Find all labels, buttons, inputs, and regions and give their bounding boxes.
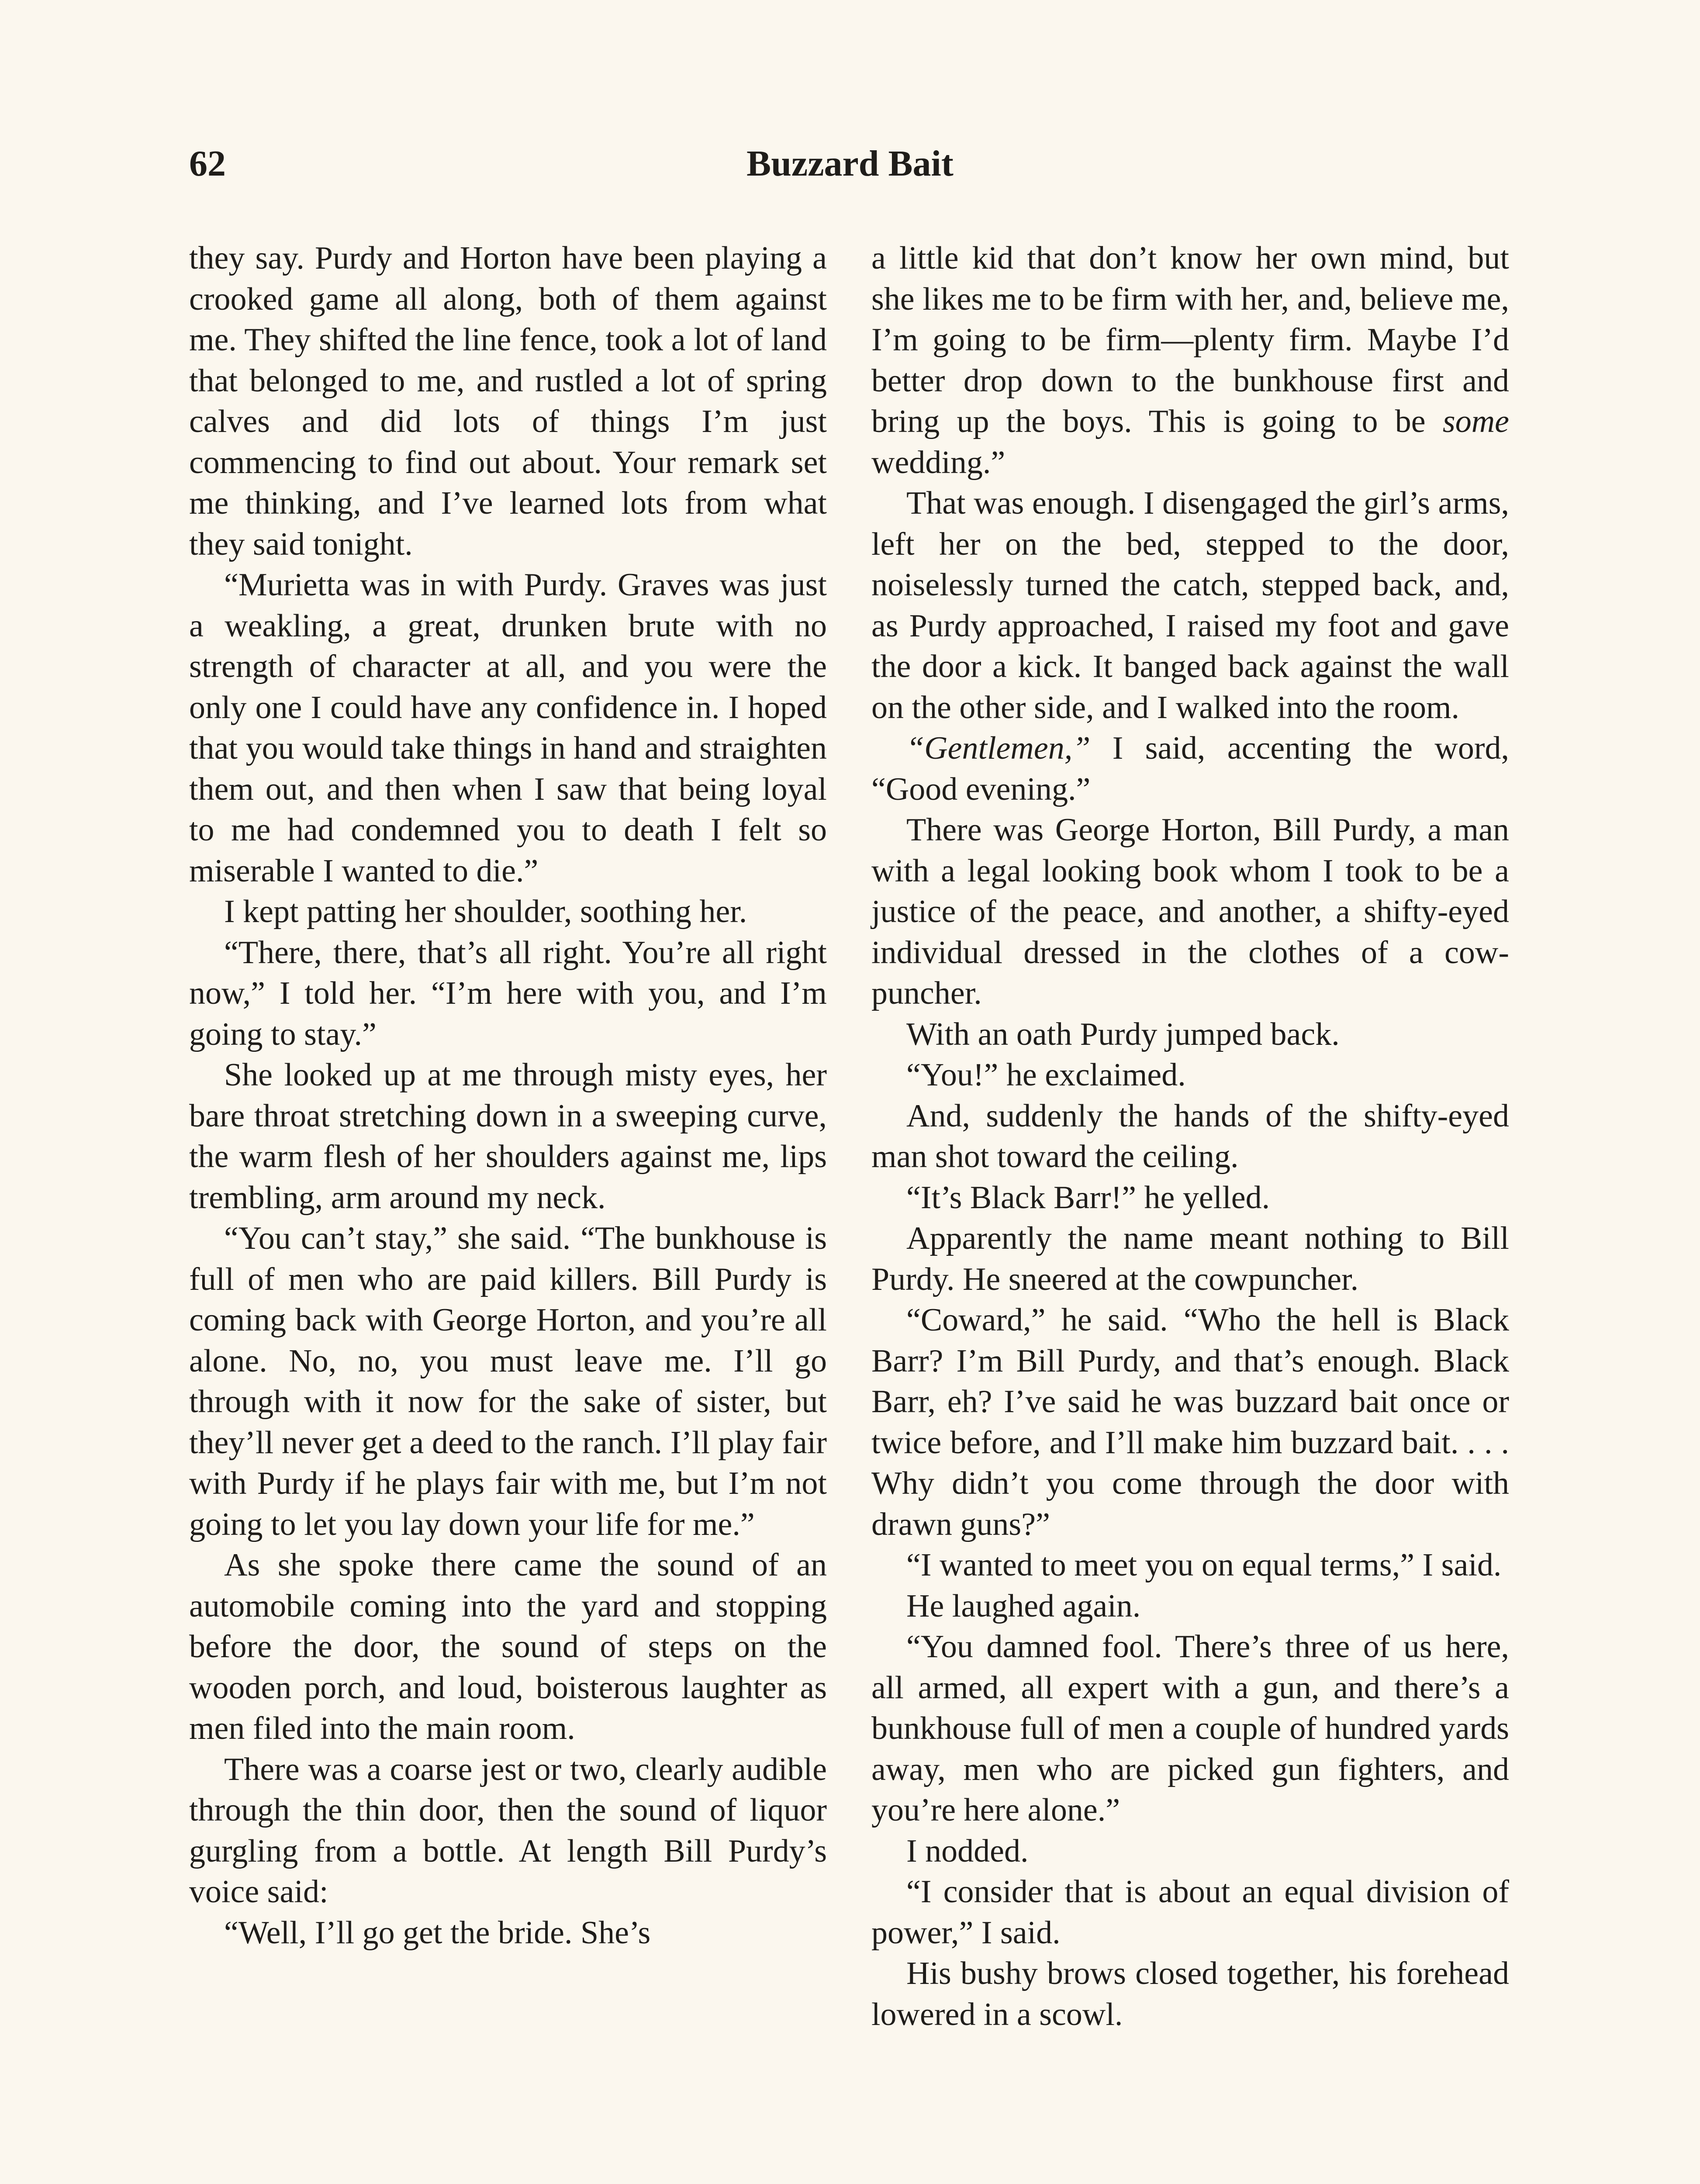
page-number: 62	[189, 143, 226, 184]
paragraph: they say. Purdy and Horton have been playing a crooked game all along, both of them against me. They shifted the line fence, took a lot of land that belonged to me, and rustled a lot of spring calves and did lots of things I’m just commencing to find out about. Your remark set me thinking, and I’ve learned lots from what they said tonight.	[189, 240, 827, 562]
paragraph: That was enough. I disengaged the girl’s arms, left her on the bed, stepped to the door, noiselessly turned the catch, stepped back, and, as Purdy approached, I raised my foot and gave the door a kick. It banged back against the wall on the other side, and I walked into the room.	[871, 485, 1509, 726]
paragraph: “There, there, that’s all right. You’re all right now,” I told her. “I’m here with you, and I’m going to stay.”	[189, 934, 827, 1052]
paragraph: And, suddenly the hands of the shifty-eyed man shot toward the ceiling.	[871, 1098, 1509, 1175]
running-head-title: Buzzard Bait	[746, 143, 954, 184]
paragraph: He laughed again.	[906, 1588, 1141, 1624]
paragraph: There was a coarse jest or two, clearly audible through the thin door, then the sound of liquor gurgling from a bottle. At length Bill Purdy’s voice said:	[189, 1751, 827, 1910]
paragraph: As she spoke there came the sound of an automobile coming into the yard and stopping before the door, the sound of steps on the wooden porch, and loud, boisterous laughter as men filed into the main room.	[189, 1547, 827, 1746]
paragraph: a little kid that don’t know her own mind, but she likes me to be firm with her, and, believe me, I’m going to be firm—plenty firm. Maybe I’d better drop down to the bunkhouse first and bring up the boys. This is going to be some wedding.”	[871, 240, 1509, 480]
paragraph: I kept patting her shoulder, soothing her.	[224, 894, 747, 930]
paragraph: “Coward,” he said. “Who the hell is Black Barr? I’m Bill Purdy, and that’s enough. Black Barr, eh? I’ve said he was buzzard bait once or twice before, and I’ll make him buzzard bait. . . . Why didn’t you come through the door with drawn guns?”	[871, 1302, 1509, 1542]
paragraph: With an oath Purdy jumped back.	[906, 1016, 1340, 1052]
paragraph: “I wanted to meet you on equal terms,” I said.	[906, 1547, 1502, 1583]
paragraph: “Well, I’ll go get the bride. She’s	[224, 1914, 651, 1951]
text-column-right	[871, 238, 1509, 2035]
paragraph: Apparently the name meant nothing to Bill Purdy. He sneered at the cowpuncher.	[871, 1220, 1509, 1297]
paragraph: “You can’t stay,” she said. “The bunkhouse is full of men who are paid killers. Bill Purdy is coming back with George Horton, and you’re all alone. No, no, you must leave me. I’ll go through with it now for the sake of sister, but they’ll never get a deed to the ranch. I’ll play fair with Purdy if he plays fair with me, but I’m not going to let you lay down your life for me.”	[189, 1220, 827, 1542]
paragraph: “Murietta was in with Purdy. Graves was just a weakling, a great, drunken brute with no strength of character at all, and you were the only one I could have any confidence in. I hoped that you would take things in hand and straighten them out, and then when I saw that being loyal to me had condemned you to death I felt so miserable I wanted to die.”	[189, 567, 827, 889]
paragraph: “I consider that is about an equal division of power,” I said.	[871, 1874, 1509, 1951]
paragraph: “It’s Black Barr!” he yelled.	[906, 1179, 1270, 1216]
paragraph: “You damned fool. There’s three of us here, all armed, all expert with a gun, and there’s a bunkhouse full of men a couple of hundred yards away, men who are picked gun fighters, and you’re here alone.”	[871, 1629, 1509, 1828]
paragraph: She looked up at me through misty eyes, her bare throat stretching down in a sweeping curve, the warm flesh of her shoulders against me, lips trembling, arm around my neck.	[189, 1057, 827, 1216]
paragraph: “You!” he exclaimed.	[906, 1057, 1186, 1093]
text-column-left	[189, 238, 827, 1953]
paragraph: There was George Horton, Bill Purdy, a man with a legal looking book whom I took to be a justice of the peace, and another, a shifty-eyed individual dressed in the clothes of a cowpuncher.	[871, 812, 1509, 1011]
paragraph: His bushy brows closed together, his forehead lowered in a scowl.	[871, 1956, 1509, 2032]
paragraph: I nodded.	[906, 1833, 1029, 1869]
paragraph: “Gentlemen,” I said, accenting the word, “Good evening.”	[871, 730, 1509, 807]
